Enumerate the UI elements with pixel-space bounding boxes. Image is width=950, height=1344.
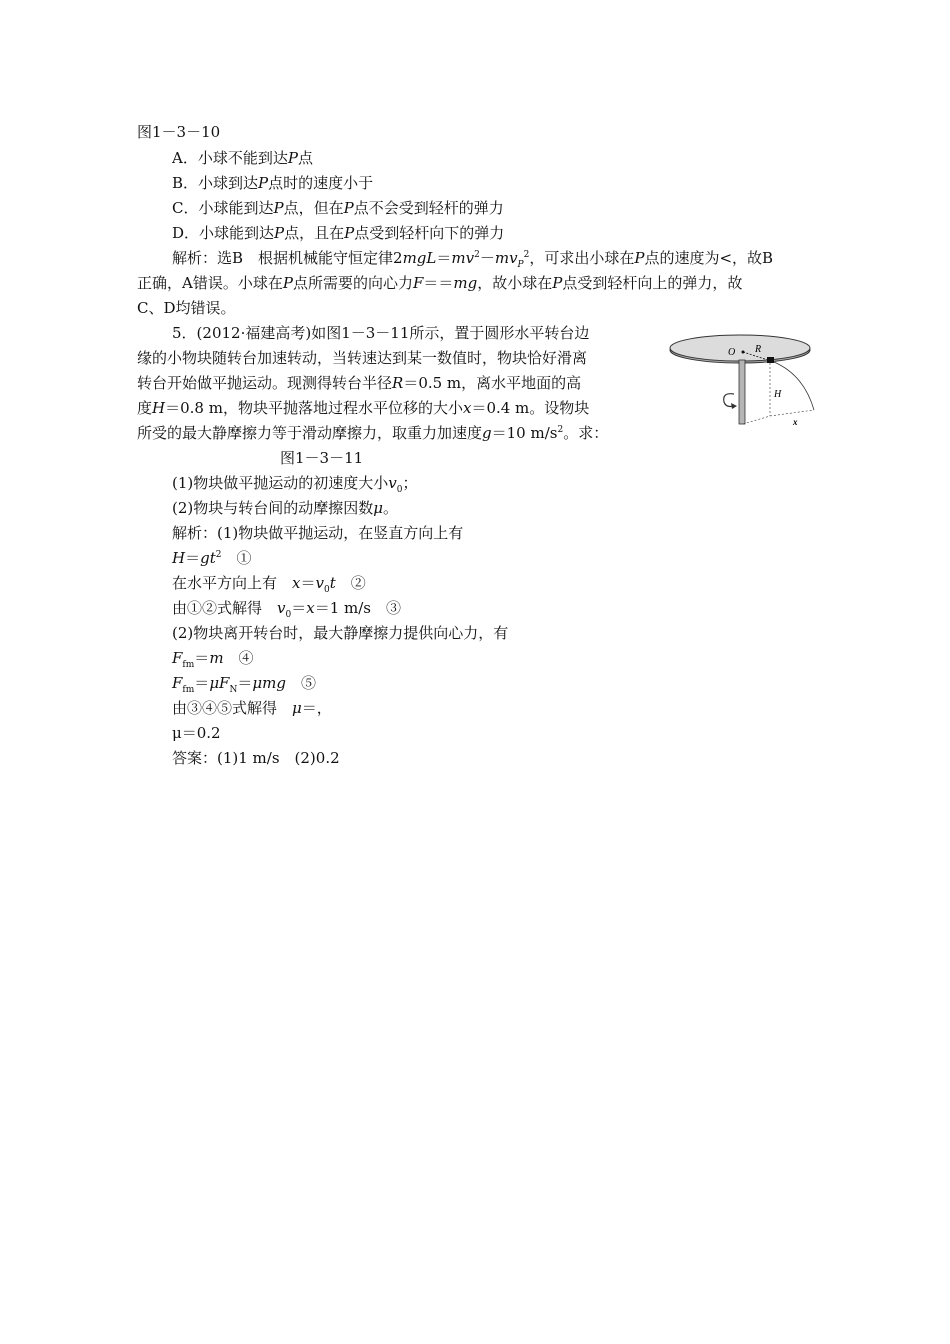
turntable-shaft	[739, 360, 745, 424]
label-R: R	[755, 344, 762, 355]
question-5-line-4: 度H＝0.8 m，物块平抛落地过程水平位移的大小x＝0.4 m。设物块	[137, 399, 590, 417]
turntable-top	[670, 335, 810, 361]
question-5-part-2: (2)物块与转台间的动摩擦因数μ。	[172, 499, 399, 517]
question-5-line-3: 转台开始做平抛运动。现测得转台半径R＝0.5 m，离水平地面的高	[137, 374, 582, 392]
label-H: H	[774, 389, 782, 400]
solution-line-5: (2)物块离开转台时，最大静摩擦力提供向心力，有	[172, 624, 509, 642]
solution-line-2: $H=gt^2$ ①	[172, 549, 252, 567]
projectile-path	[774, 362, 814, 410]
analysis-line-1: 解析：选B 根据机械能守恒定律$2mgL=mv^2-mv_P^2$，可求出小球在P点的速度为<，故B	[172, 249, 774, 270]
figure-caption-1-3-10: 图1－3－10	[137, 123, 221, 141]
solution-line-3: 在水平方向上有 $x=v_0t$ ②	[172, 574, 366, 595]
analysis-line-3: C、D均错误。	[137, 299, 236, 317]
solution-line-9: μ＝0.2	[172, 724, 221, 742]
option-c: C．小球能到达P点，但在P点不会受到轻杆的弹力	[172, 199, 504, 217]
option-b: B．小球到达P点时的速度小于	[172, 174, 374, 192]
solution-line-7: $F_{fm}=\mu F_N=\mu mg$ ⑤	[172, 674, 316, 695]
rotation-arrowhead-icon	[731, 403, 737, 409]
turntable-figure	[664, 330, 824, 442]
question-5-line-1: 5．(2012·福建高考)如图1－3－11所示，置于圆形水平转台边	[172, 324, 590, 342]
ground-line-1	[743, 416, 770, 424]
solution-line-8: 由③④⑤式解得 μ＝，	[172, 699, 332, 717]
solution-line-1: 解析：(1)物块做平抛运动，在竖直方向上有	[172, 524, 464, 542]
answer-line: 答案：(1)1 m/s (2)0.2	[172, 749, 340, 767]
question-5-part-1: (1)物块做平抛运动的初速度大小$v_0$；	[172, 474, 418, 495]
option-d: D．小球能到达P点，且在P点受到轻杆向下的弹力	[172, 224, 505, 242]
option-a: A．小球不能到达P点	[172, 149, 313, 167]
figure-caption-1-3-11: 图1－3－11	[280, 449, 364, 467]
small-block	[767, 357, 774, 363]
analysis-line-2: 正确，A错误。小球在P点所需要的向心力F＝＝mg，故小球在P点受到轻杆向上的弹力，故	[137, 274, 743, 292]
label-x: x	[793, 417, 798, 427]
question-5-line-2: 缘的小物块随转台加速转动，当转速达到某一数值时，物块恰好滑离	[137, 349, 588, 367]
ground-line-2	[770, 410, 814, 416]
label-O: O	[728, 347, 736, 358]
question-5-line-5: 所受的最大静摩擦力等于滑动摩擦力，取重力加速度g＝10 $m/s^2$。求：	[137, 424, 609, 442]
solution-line-4: 由①②式解得 $v_0=x=1$ m/s ③	[172, 599, 402, 620]
solution-line-6: $F_{fm}=m$ ④	[172, 649, 254, 670]
